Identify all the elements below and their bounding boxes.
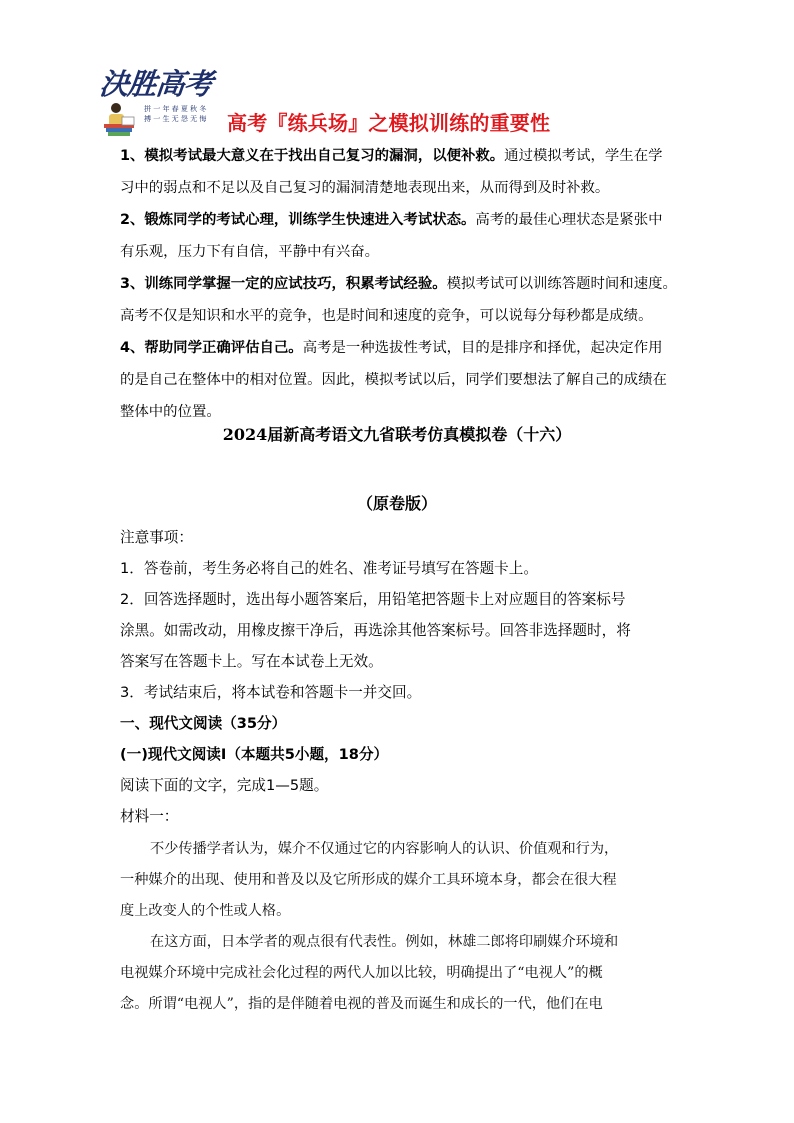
importance-item-1-bold: 1、模拟考试最大意义在于找出自己复习的漏洞，以便补救。 — [120, 148, 505, 164]
note-1: 1．答卷前，考生务必将自己的姓名、准考证号填写在答题卡上。 — [120, 560, 538, 577]
importance-item-2-cont: 有乐观，压力下有自信，平静中有兴奋。 — [120, 244, 380, 260]
importance-item-4-cont: 的是自己在整体中的相对位置。因此，模拟考试以后，同学们要想法了解自己的成绩在 — [120, 372, 667, 388]
passage-line-3: 度上改变人的个性或人格。 — [120, 903, 291, 919]
logo — [100, 62, 232, 142]
importance-item-1 — [120, 140, 680, 172]
headline: 高考『练兵场』之模拟训练的重要性 — [227, 111, 551, 135]
reading-instruction: 阅读下面的文字，完成1—5题。 — [120, 777, 329, 794]
importance-item-3-cont: 高考不仅是知识和水平的竞争，也是时间和速度的竞争，可以说每分每秒都是成绩。 — [120, 308, 653, 324]
importance-item-2-text: 高考的最佳心理状态是紧张中 — [475, 212, 663, 228]
importance-item-3-bold: 3、训练同学掌握一定的应试技巧，积累考试经验。 — [120, 276, 447, 292]
importance-list — [120, 140, 680, 428]
importance-item-4-bold: 4、帮助同学正确评估自己。 — [120, 340, 303, 356]
passage-line-1: 不少传播学者认为，媒介不仅通过它的内容影响人的认识、价值观和行为， — [150, 841, 619, 857]
importance-item-1-text: 通过模拟考试，学生在学 — [504, 148, 663, 164]
subsection-heading: (一)现代文阅读Ⅰ（本题共5小题，18分） — [120, 746, 389, 763]
section-heading: 一、现代文阅读（35分） — [120, 715, 287, 732]
instructions-section — [120, 522, 680, 832]
passage-line-4: 在这方面，日本学者的观点很有代表性。例如，林雄二郎将印刷媒介环境和 — [150, 934, 619, 950]
logo-slogan-line-2: 搏 一 生 无 怨 无 悔 — [144, 115, 207, 123]
logo-slogan-line-1: 拼 一 年 春 夏 秋 冬 — [144, 105, 207, 113]
passage-line-5: 电视媒介环境中完成社会化过程的两代人加以比较，明确提出了“电视人”的概 — [120, 965, 603, 981]
importance-item-4-text: 高考是一种选拔性考试，目的是排序和择优，起决定作用 — [302, 340, 663, 356]
importance-item-4-cont2: 整体中的位置。 — [120, 404, 221, 420]
document-title: 2024届新高考语文九省联考仿真模拟卷（十六） — [222, 425, 572, 444]
material-label: 材料一： — [120, 808, 179, 825]
importance-item-3 — [120, 268, 680, 300]
reading-passage — [120, 834, 680, 1020]
passage-line-6: 念。所谓“电视人”，指的是伴随着电视的普及而诞生和成长的一代，他们在电 — [120, 996, 603, 1012]
passage-line-2: 一种媒介的出现、使用和普及以及它所形成的媒介工具环境本身，都会在很大程 — [120, 872, 617, 888]
note-3: 3．考试结束后，将本试卷和答题卡一并交回。 — [120, 684, 422, 701]
document-subtitle: （原卷版） — [356, 494, 437, 513]
note-2-cont: 涂黑。如需改动，用橡皮擦干净后，再选涂其他答案标号。回答非选择题时，将 — [120, 622, 631, 639]
notes-heading: 注意事项： — [120, 529, 193, 546]
logo-slogan — [144, 104, 206, 124]
note-2-cont2: 答案写在答题卡上。写在本试卷上无效。 — [120, 653, 383, 670]
note-2: 2．回答选择题时，选出每小题答案后，用铅笔把答题卡上对应题目的答案标号 — [120, 591, 626, 608]
importance-item-1-cont: 习中的弱点和不足以及自己复习的漏洞清楚地表现出来，从而得到及时补救。 — [120, 180, 610, 196]
student-reading-icon — [100, 100, 142, 140]
importance-item-2 — [120, 204, 680, 236]
importance-item-4 — [120, 332, 680, 364]
importance-item-3-text: 模拟考试可以训练答题时间和速度。 — [446, 276, 677, 292]
importance-item-2-bold: 2、锻炼同学的考试心理，训练学生快速进入考试状态。 — [120, 212, 476, 228]
logo-text: 決胜高考 — [98, 67, 214, 101]
